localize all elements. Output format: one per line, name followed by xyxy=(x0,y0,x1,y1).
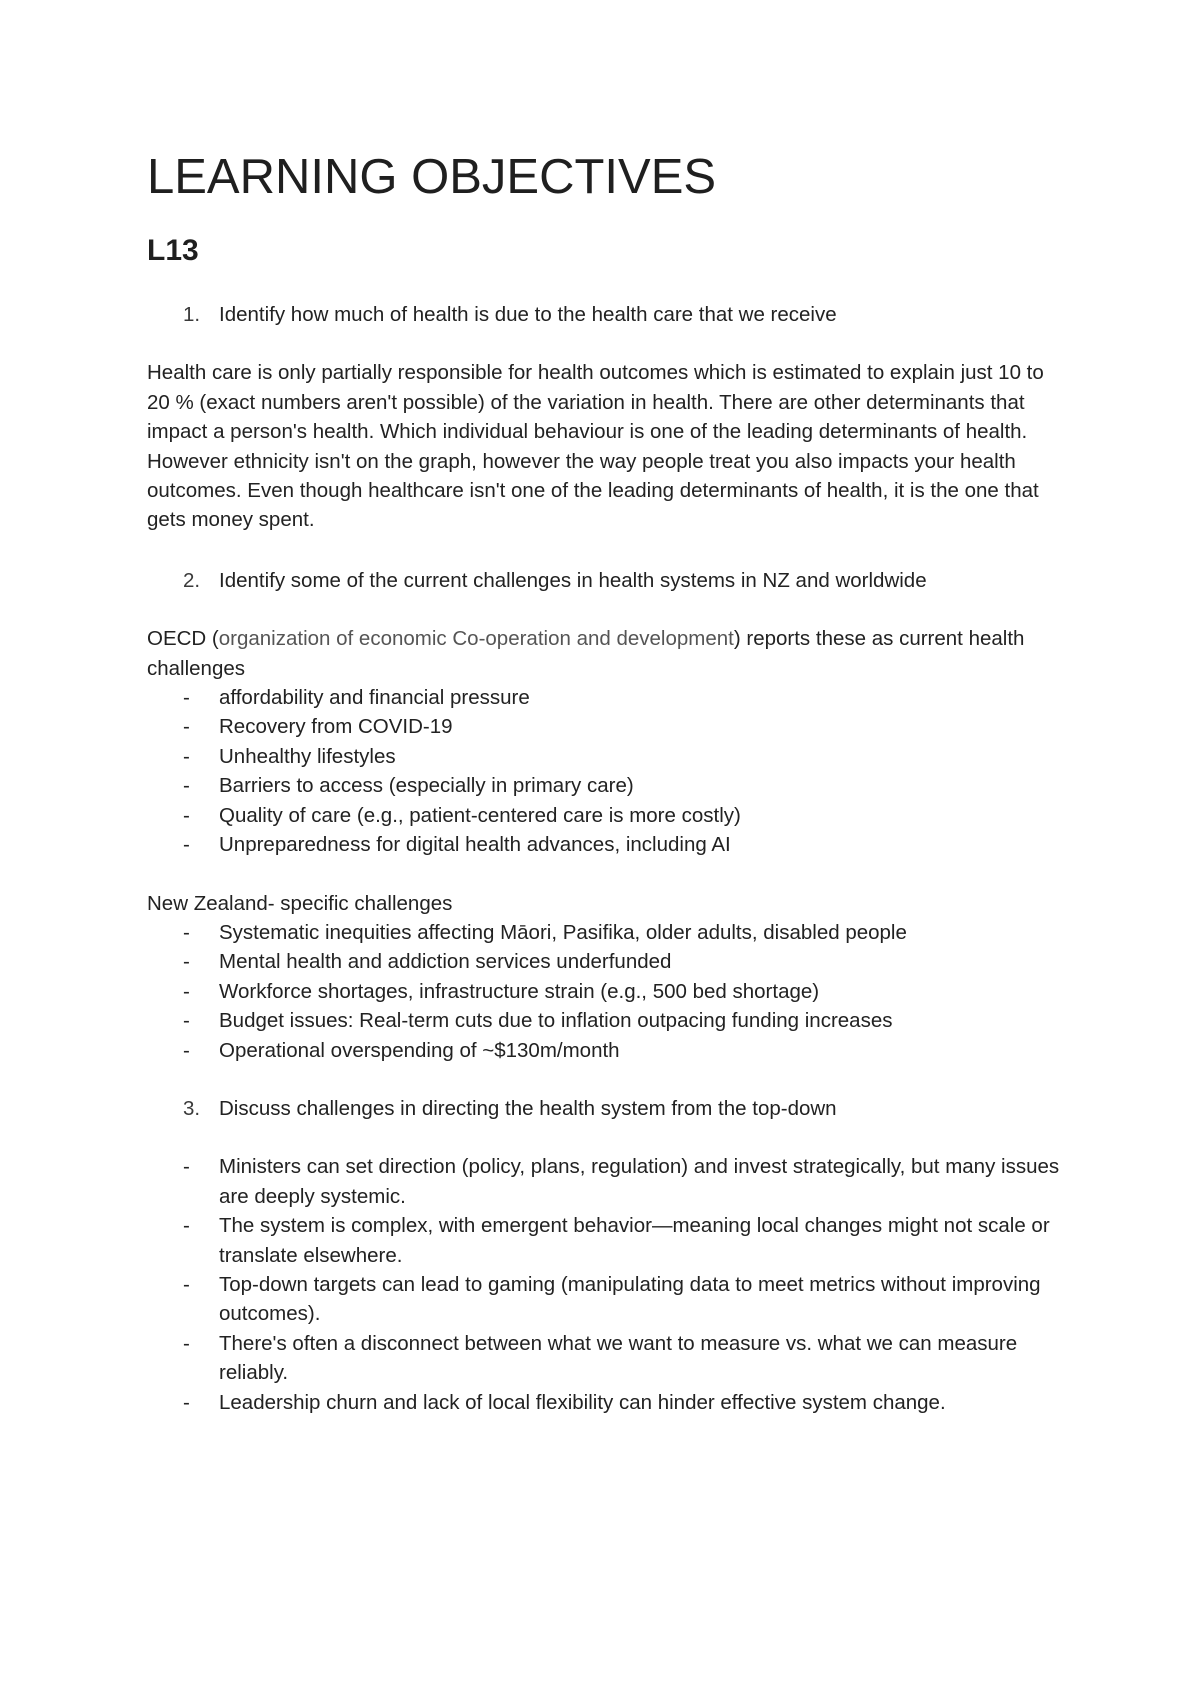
objective-number: 3. xyxy=(183,1096,201,1120)
dash-bullet: - xyxy=(183,920,190,944)
dash-bullet: - xyxy=(183,1155,190,1179)
dash-bullet: - xyxy=(183,686,190,710)
lecture-heading: L13 xyxy=(147,234,199,267)
dash-bullet: - xyxy=(183,1390,190,1414)
list-item xyxy=(147,1329,1067,1388)
objective-1-paragraph: Health care is only partially responsible for health outcomes which is estimated to explain just 10 to 20 % (exact numbers aren't possible) of the variation in health. There are other determinants that impact a person's health. Which individual behaviour is one of the leading determinants of health. However ethnicity isn't on the graph, however the way people treat you also impacts your health outcomes. Even though healthcare isn't one of the leading determinants of health, it is the one that gets money spent. xyxy=(147,361,1044,532)
dash-bullet: - xyxy=(183,950,190,974)
list-item xyxy=(147,1036,1067,1065)
list-item-text: Top-down targets can lead to gaming (manipulating data to meet metrics without improving outcomes). xyxy=(219,1272,1041,1326)
dash-bullet: - xyxy=(183,744,190,768)
list-item xyxy=(147,712,1067,741)
list-item-text: Workforce shortages, infrastructure strain (e.g., 500 bed shortage) xyxy=(219,979,820,1003)
list-item xyxy=(147,742,1067,771)
list-item-text: Budget issues: Real-term cuts due to inflation outpacing funding increases xyxy=(219,1009,893,1033)
oecd-name: organization of economic Co-operation and development xyxy=(218,627,734,651)
objective-1-heading xyxy=(147,300,1067,329)
list-item xyxy=(147,1388,1067,1417)
list-item-text: Quality of care (e.g., patient-centered care is more costly) xyxy=(219,803,741,827)
document-content xyxy=(147,148,1067,1417)
list-item-text: The system is complex, with emergent behavior—meaning local changes might not scale or translate elsewhere. xyxy=(219,1214,1050,1267)
dash-bullet: - xyxy=(183,774,190,798)
objective-3-heading xyxy=(147,1094,1067,1123)
dash-bullet: - xyxy=(183,1272,190,1296)
nz-challenges-list xyxy=(147,918,1067,1065)
objective-text: Identify some of the current challenges in health systems in NZ and worldwide xyxy=(219,568,927,592)
list-item xyxy=(147,918,1067,947)
dash-bullet: - xyxy=(183,1214,190,1238)
oecd-suffix: ) reports these as current health challenges xyxy=(147,627,1025,680)
objective-text: Discuss challenges in directing the health system from the top-down xyxy=(219,1096,837,1120)
dash-bullet: - xyxy=(183,979,190,1003)
list-item xyxy=(147,977,1067,1006)
list-item-text: Operational overspending of ~$130m/month xyxy=(219,1038,620,1062)
list-item xyxy=(147,830,1067,859)
dash-bullet: - xyxy=(183,1331,190,1355)
top-down-challenges-list xyxy=(147,1152,1067,1417)
dash-bullet: - xyxy=(183,833,190,857)
list-item-text: Ministers can set direction (policy, plans, regulation) and invest strategically, but many issues are deeply systemic. xyxy=(219,1155,1060,1208)
dash-bullet: - xyxy=(183,715,190,739)
list-item-text: affordability and financial pressure xyxy=(219,686,530,710)
dash-bullet: - xyxy=(183,1009,190,1033)
page-title: LEARNING OBJECTIVES xyxy=(147,150,717,204)
oecd-intro xyxy=(147,624,1067,683)
dash-bullet: - xyxy=(183,803,190,827)
list-item xyxy=(147,801,1067,830)
list-item-text: There's often a disconnect between what we want to measure vs. what we can measure reliably. xyxy=(219,1331,1018,1385)
list-item xyxy=(147,947,1067,976)
list-item xyxy=(147,1211,1067,1270)
list-item xyxy=(147,1006,1067,1035)
list-item-text: Mental health and addiction services underfunded xyxy=(219,950,672,974)
oecd-prefix: OECD ( xyxy=(147,627,219,651)
objective-text: Identify how much of health is due to the health care that we receive xyxy=(219,303,837,326)
list-item-text: Unpreparedness for digital health advances, including AI xyxy=(219,833,731,857)
list-item xyxy=(147,683,1067,712)
list-item-text: Leadership churn and lack of local flexibility can hinder effective system change. xyxy=(219,1390,946,1414)
list-item xyxy=(147,1270,1067,1329)
objective-2-heading xyxy=(147,566,1067,595)
list-item-text: Systematic inequities affecting Māori, Pasifika, older adults, disabled people xyxy=(219,920,907,944)
list-item-text: Barriers to access (especially in primary care) xyxy=(219,774,634,798)
list-item-text: Unhealthy lifestyles xyxy=(219,744,396,768)
dash-bullet: - xyxy=(183,1038,190,1062)
list-item-text: Recovery from COVID-19 xyxy=(219,715,453,739)
objective-number: 1. xyxy=(183,303,201,326)
objective-number: 2. xyxy=(183,568,201,592)
oecd-challenges-list xyxy=(147,683,1067,859)
list-item xyxy=(147,771,1067,800)
list-item xyxy=(147,1152,1067,1211)
nz-challenges-heading: New Zealand- specific challenges xyxy=(147,891,453,915)
